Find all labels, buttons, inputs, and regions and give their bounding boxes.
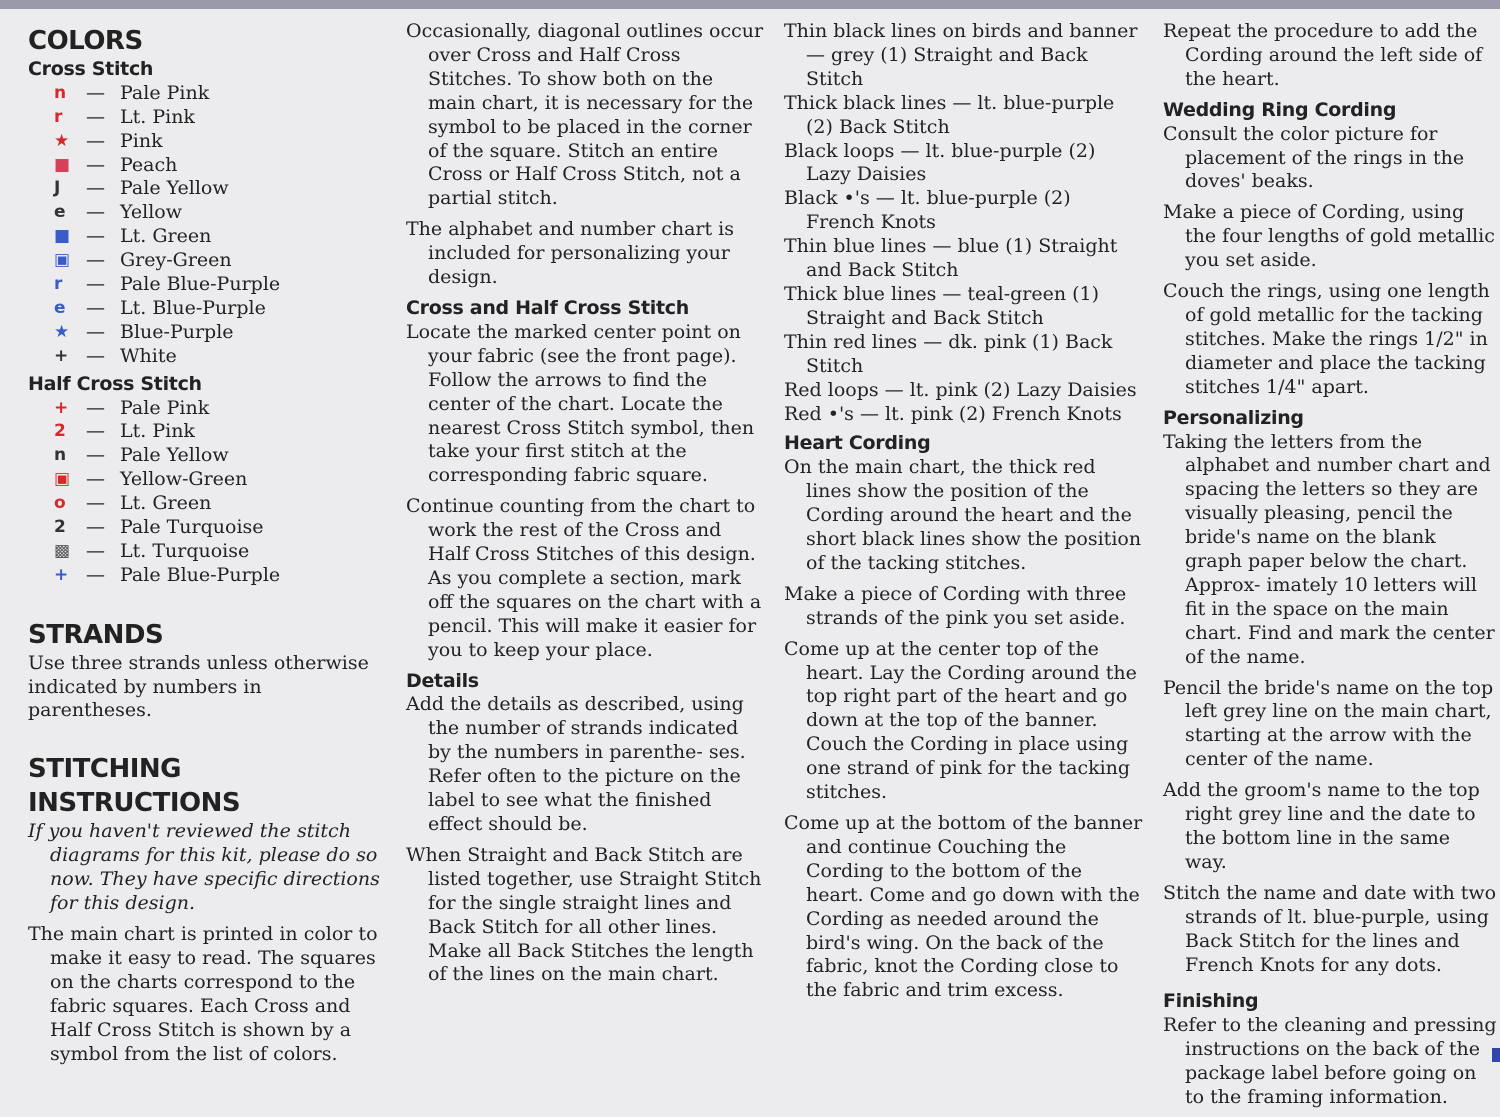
color-name: Lt. Green (120, 492, 212, 515)
color-name: Lt. Blue-Purple (120, 296, 266, 319)
column-4 (1163, 20, 1497, 1117)
color-name: Lt. Turquoise (120, 539, 250, 562)
page-corner-mark (1492, 1048, 1500, 1062)
color-name: White (120, 344, 177, 367)
legend-dash: — (86, 444, 105, 467)
legend-dash: — (86, 320, 105, 343)
finishing-paragraph-1: Refer to the cleaning and pressing instructions on the back of the package label before going on to the framing information. (1163, 1014, 1497, 1109)
legend-row (28, 397, 388, 421)
color-name: Pale Yellow (120, 177, 229, 200)
stitch-symbol-icon: J (54, 178, 61, 199)
color-name: Pale Blue-Purple (120, 563, 281, 586)
legend-row (28, 321, 388, 345)
color-name: Pale Pink (120, 81, 210, 104)
legend-row (28, 420, 388, 444)
details-list-item: Thin black lines on birds and banner — grey (1) Straight and Back Stitch (784, 20, 1138, 90)
details-heading: Details (406, 669, 479, 692)
strands-heading: STRANDS (28, 619, 164, 650)
color-name: Lt. Pink (120, 420, 195, 443)
legend-dash: — (86, 396, 105, 419)
legend-row (28, 273, 388, 297)
legend-dash: — (86, 129, 105, 152)
legend-row (28, 540, 388, 564)
legend-dash: — (86, 81, 105, 104)
instructions-paragraph-3: The alphabet and number chart is included for personalizing your design. (406, 218, 734, 289)
stitch-symbol-icon: ★ (54, 321, 70, 342)
legend-row (28, 201, 388, 225)
personalizing-heading: Personalizing (1163, 406, 1304, 429)
heart-cording-paragraph-4: Come up at the bottom of the banner and continue Couching the Cording to the bottom of the heart. Come and go down with the Cording as needed around the bird's wing. On the back of the fabric, knot the Cording close to the fabric and trim excess. (784, 812, 1143, 1002)
legend-dash: — (86, 225, 105, 248)
legend-dash: — (86, 344, 105, 367)
stitch-symbol-icon: n (54, 82, 67, 103)
legend-dash: — (86, 296, 105, 319)
color-name: Grey-Green (120, 249, 232, 272)
stitch-symbol-icon: r (54, 274, 63, 295)
stitch-symbol-icon: + (54, 397, 69, 418)
legend-row (28, 516, 388, 540)
stitch-symbol-icon: 2 (54, 421, 66, 442)
color-name: Pale Pink (120, 396, 210, 419)
legend-row (28, 130, 388, 154)
stitch-symbol-icon: + (54, 564, 69, 585)
color-name: Pale Turquoise (120, 515, 264, 538)
legend-row (28, 297, 388, 321)
stitch-symbol-icon: e (54, 202, 66, 223)
legend-row (28, 154, 388, 178)
legend-dash: — (86, 273, 105, 296)
details-list-item: Red loops — lt. pink (2) Lazy Daisies (784, 378, 1137, 401)
top-edge-band (0, 0, 1500, 9)
cross-half-paragraph-2: Continue counting from the chart to work the rest of the Cross and Half Cross Stitches of this design. As you complete a section, mark off the squares on the chart with a pencil. This will make it easier for you to keep your place. (406, 495, 762, 661)
color-name: Blue-Purple (120, 320, 234, 343)
instructions-paragraph-1: The main chart is printed in color to make it easy to read. The squares on the charts correspond to the fabric squares. Each Cross and Half Cross Stitch is shown by a symbol from the list of colors. (28, 922, 378, 1065)
finishing-heading: Finishing (1163, 990, 1259, 1013)
stitch-symbol-icon: ■ (54, 154, 71, 175)
stitch-symbol-icon: o (54, 493, 66, 514)
stitch-symbol-icon: + (54, 345, 69, 366)
legend-dash: — (86, 105, 105, 128)
details-paragraph-2: When Straight and Back Stitch are listed together, use Straight Stitch for the single straight lines and Back Stitch for all other lines. Make all Back Stitches the length of the lines on the main chart. (406, 843, 762, 986)
column-1 (28, 20, 388, 1073)
legend-row (28, 249, 388, 273)
column-3 (784, 20, 1144, 1010)
personalizing-paragraph-4: Stitch the name and date with two strands of lt. blue-purple, using Back Stitch for the lines and French Knots for any dots. (1163, 881, 1497, 976)
color-name: Pale Blue-Purple (120, 273, 281, 296)
stitch-symbol-icon: ■ (54, 226, 71, 247)
details-list-item: Thick black lines — lt. blue-purple (2) Back Stitch (784, 91, 1115, 138)
wedding-ring-paragraph-2: Make a piece of Cording, using the four lengths of gold metallic you set aside. (1163, 201, 1495, 272)
legend-row (28, 444, 388, 468)
column-2 (406, 20, 766, 994)
stitching-instructions-heading: STITCHING INSTRUCTIONS (28, 754, 241, 819)
personalizing-paragraph-2: Pencil the bride's name on the top left grey line on the main chart, starting at the arrow with the center of the name. (1163, 676, 1494, 771)
wedding-ring-heading: Wedding Ring Cording (1163, 98, 1397, 121)
legend-row (28, 225, 388, 249)
color-name: Peach (120, 153, 178, 176)
colors-heading: COLORS (28, 26, 143, 56)
instructions-paragraph-2: Occasionally, diagonal outlines occur over Cross and Half Cross Stitches. To show both on the main chart, it is necessary for the symbol to be placed in the corner of the square. Stitch an entire Cross or Half Cross Stitch, not a partial stitch. (406, 20, 764, 210)
color-name: Yellow (120, 201, 182, 224)
details-list-item: Thick blue lines — teal-green (1) Straight and Back Stitch (784, 282, 1100, 329)
instructions-intro: If you haven't reviewed the stitch diagrams for this kit, please do so now. They have specific directions for this design. (28, 820, 380, 915)
heart-cording-paragraph-1: On the main chart, the thick red lines show the position of the Cording around the heart and the short black lines show the position of the tacking stitches. (784, 456, 1142, 574)
heart-cording-paragraph-3: Come up at the center top of the heart. Lay the Cording around the top right part of the heart and go down at the top of the banner. Couch the Cording in place using one strand of pink for the tacking stitches. (784, 637, 1137, 804)
cross-stitch-legend (28, 82, 388, 369)
legend-row (28, 177, 388, 201)
wedding-ring-paragraph-1: Consult the color picture for placement of the rings in the doves' beaks. (1163, 122, 1465, 193)
cross-half-heading: Cross and Half Cross Stitch (406, 296, 689, 319)
details-list-item: Black loops — lt. blue-purple (2) Lazy Daisies (784, 139, 1096, 186)
legend-row (28, 106, 388, 130)
stitch-symbol-icon: ▣ (54, 469, 71, 490)
details-list-item: Red •'s — lt. pink (2) French Knots (784, 402, 1122, 425)
legend-dash: — (86, 201, 105, 224)
stitch-symbol-icon: 2 (54, 516, 66, 537)
color-name: Pink (120, 129, 163, 152)
legend-dash: — (86, 420, 105, 443)
stitch-symbol-icon: ▩ (54, 540, 71, 561)
legend-dash: — (86, 515, 105, 538)
details-list-item: Thin red lines — dk. pink (1) Back Stitch (784, 330, 1113, 377)
legend-dash: — (86, 468, 105, 491)
color-name: Pale Yellow (120, 444, 229, 467)
color-name: Yellow-Green (120, 468, 248, 491)
heart-cording-paragraph-5: Repeat the procedure to add the Cording around the left side of the heart. (1163, 20, 1483, 90)
legend-row (28, 492, 388, 516)
legend-dash: — (86, 539, 105, 562)
strands-text: Use three strands unless otherwise indicated by numbers in parentheses. (28, 651, 369, 722)
stitch-symbol-icon: ▣ (54, 250, 71, 271)
half-cross-stitch-heading: Half Cross Stitch (28, 372, 202, 395)
legend-dash: — (86, 492, 105, 515)
details-list-item: Black •'s — lt. blue-purple (2) French Knots (784, 187, 1071, 234)
details-list-item: Thin blue lines — blue (1) Straight and Back Stitch (784, 235, 1118, 282)
wedding-ring-paragraph-3: Couch the rings, using one length of gold metallic for the tacking stitches. Make the rings 1/2" in diameter and place the tacking stitches 1/4" apart. (1163, 280, 1490, 398)
stitch-symbol-icon: n (54, 445, 67, 466)
legend-row (28, 345, 388, 369)
color-name: Lt. Green (120, 225, 212, 248)
legend-row (28, 564, 388, 588)
cross-stitch-heading: Cross Stitch (28, 58, 154, 80)
legend-row (28, 468, 388, 492)
legend-dash: — (86, 249, 105, 272)
cross-half-paragraph-1: Locate the marked center point on your fabric (see the front page). Follow the arrows to find the center of the chart. Locate the nearest Cross Stitch symbol, then take your first stitch at the corresponding fabric square. (406, 320, 755, 487)
half-cross-stitch-legend (28, 397, 388, 588)
details-list (784, 20, 1144, 426)
heart-cording-paragraph-2: Make a piece of Cording with three strands of the pink you set aside. (784, 582, 1127, 629)
personalizing-paragraph-1: Taking the letters from the alphabet and number chart and spacing the letters so they are visually pleasing, pencil the bride's name on the blank graph paper below the chart. Approx- imately 10 letters will fit in the space on the main chart. Find and mark the center of the name. (1163, 430, 1495, 668)
legend-dash: — (86, 153, 105, 176)
legend-dash: — (86, 177, 105, 200)
legend-dash: — (86, 563, 105, 586)
personalizing-paragraph-3: Add the groom's name to the top right grey line and the date to the bottom line in the same way. (1163, 779, 1480, 873)
stitch-symbol-icon: ★ (54, 130, 70, 151)
details-paragraph-1: Add the details as described, using the number of strands indicated by the numbers in parenthe- ses. Refer often to the picture on the label to see what the finished effect should be. (406, 693, 746, 835)
color-name: Lt. Pink (120, 105, 195, 128)
stitch-symbol-icon: r (54, 106, 63, 127)
stitch-symbol-icon: e (54, 297, 66, 318)
legend-row (28, 82, 388, 106)
heart-cording-heading: Heart Cording (784, 432, 931, 455)
